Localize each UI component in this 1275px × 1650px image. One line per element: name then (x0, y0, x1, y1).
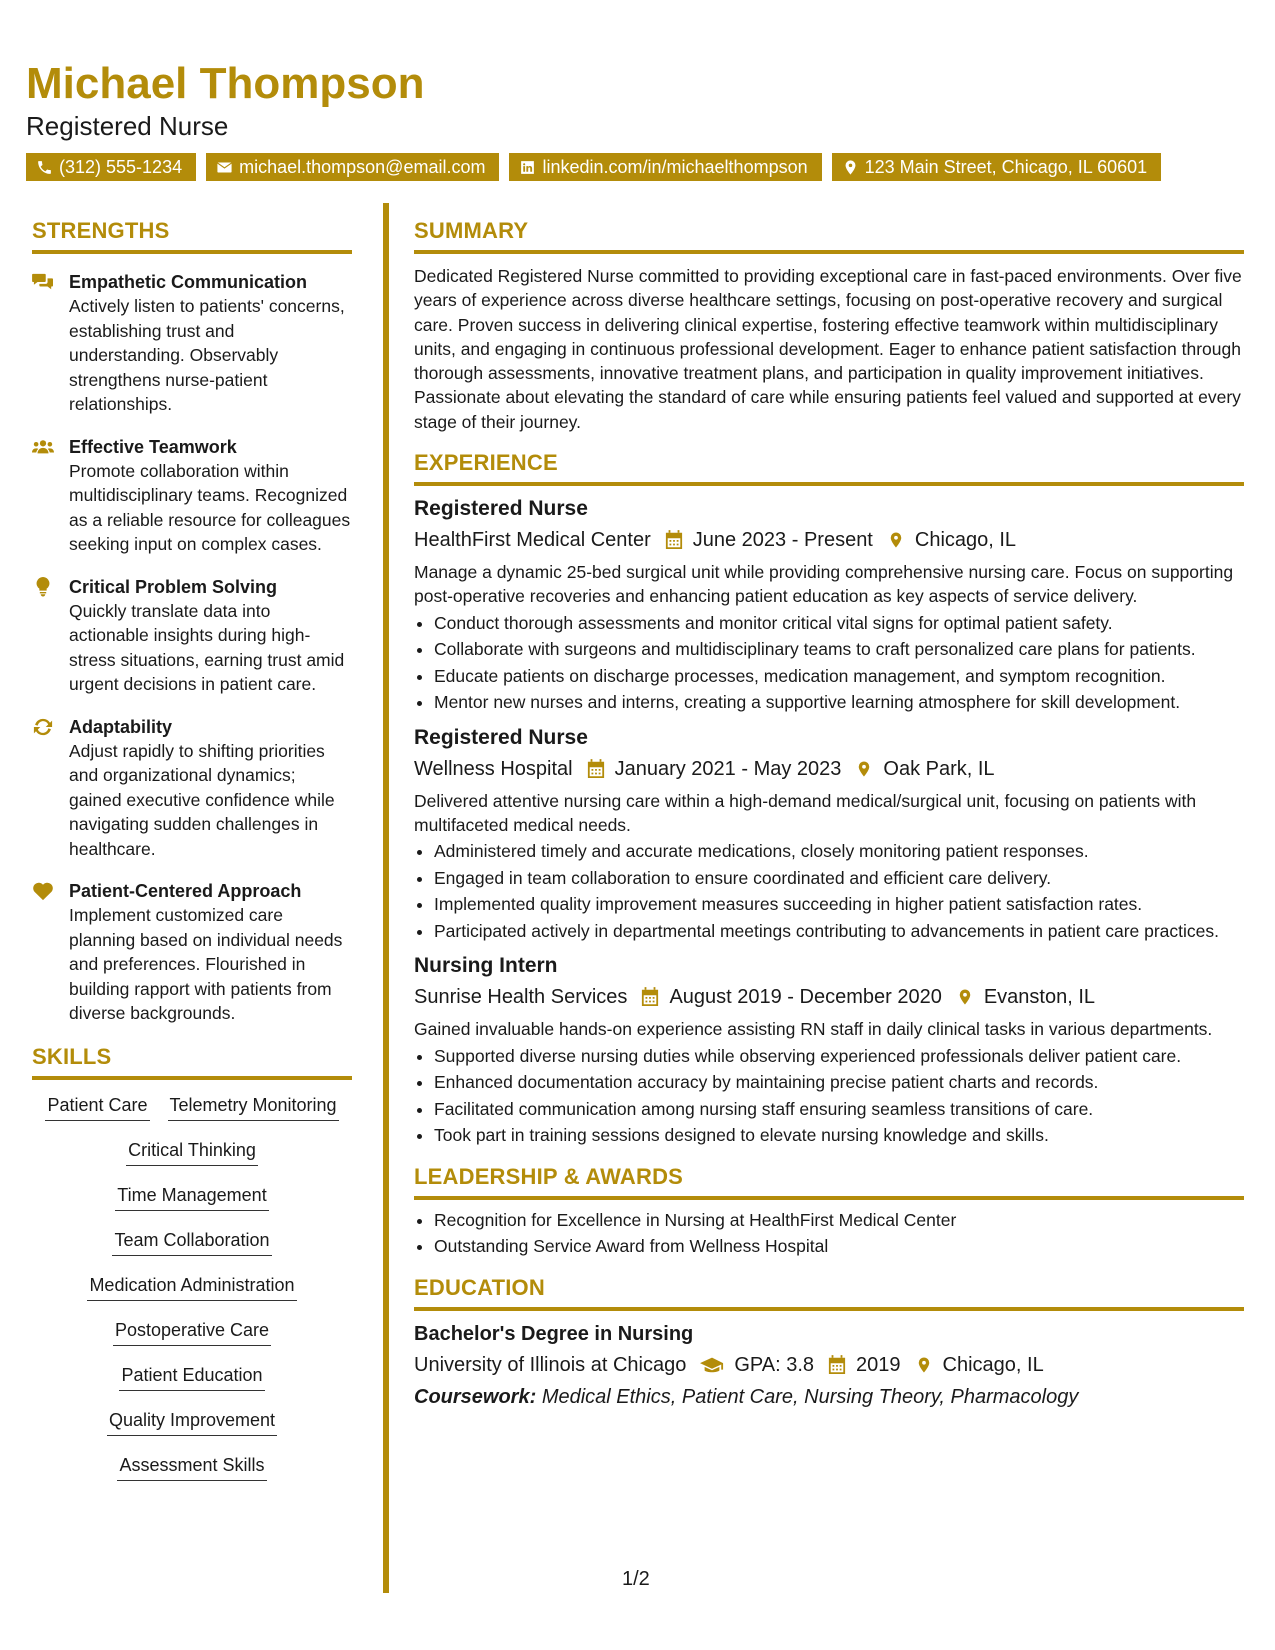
calendar-icon (665, 530, 683, 550)
job-description: Delivered attentive nursing care within a high-demand medical/surgical unit, focusing on patients with multifaceted medical needs. (414, 790, 1197, 835)
candidate-title: Registered Nurse (26, 111, 229, 141)
job-bullet: • Conduct thorough assessments and monitor critical vital signs for optimal patient safety. (434, 611, 1244, 636)
summary-heading: SUMMARY (414, 218, 1244, 254)
degree-title: Bachelor's Degree in Nursing (414, 1322, 694, 1345)
job-bullets (414, 611, 1244, 715)
job-meta (414, 755, 1244, 783)
candidate-name: Michael Thompson (26, 59, 425, 108)
skill-tag: Patient Care (45, 1092, 149, 1121)
job-bullet: • Administered timely and accurate medications, closely monitoring patient responses. (434, 839, 1244, 864)
people-group-icon (32, 437, 54, 457)
company-name: Wellness Hospital (414, 757, 573, 780)
experience-heading: EXPERIENCE (414, 450, 1244, 486)
calendar-icon (587, 759, 605, 779)
strength-desc: Implement customized care planning based on individual needs and preferences. Flourished in building rapport with patients from diverse backgrounds. (69, 905, 343, 1023)
skill-tag: Critical Thinking (126, 1137, 258, 1166)
job-title: Registered Nurse (414, 497, 588, 521)
job-meta (414, 526, 1244, 554)
company-name: Sunrise Health Services (414, 986, 628, 1009)
skill-tag: Quality Improvement (107, 1407, 277, 1436)
graduation-year: 2019 (856, 1353, 901, 1376)
map-pin-icon (855, 759, 873, 779)
strength-desc: Quickly translate data into actionable insights during high-stress situations, earning trust amid urgent decisions in patient care. (69, 600, 345, 694)
contact-phone[interactable] (26, 153, 196, 181)
coursework-list: Medical Ethics, Patient Care, Nursing Theory, Pharmacology (541, 1385, 1079, 1408)
job-location: Oak Park, IL (883, 757, 995, 780)
job-dates: June 2023 - Present (692, 529, 873, 552)
phone-icon (36, 159, 53, 176)
skill-tag: Assessment Skills (117, 1452, 266, 1481)
job-location: Evanston, IL (983, 986, 1096, 1009)
education-section (414, 1275, 1244, 1411)
strengths-heading: STRENGTHS (32, 218, 352, 254)
contact-linkedin[interactable] (509, 153, 821, 181)
skills-heading: SKILLS (32, 1044, 352, 1080)
job-bullet: • Enhanced documentation accuracy by maintaining precise patient charts and records. (434, 1070, 1244, 1095)
education-location: Chicago, IL (942, 1353, 1044, 1376)
strength-title: Empathetic Communication (69, 272, 308, 292)
skill-tag: Patient Education (119, 1362, 264, 1391)
strength-desc: Actively listen to patients' concerns, establishing trust and understanding. Observably strengthens nurse-patient relationships. (69, 296, 345, 414)
job-bullet: • Implemented quality improvement measures succeeding in higher patient satisfaction rates. (434, 892, 1244, 917)
strength-title: Adaptability (69, 716, 173, 737)
award-item: • Outstanding Service Award from Wellness Hospital (434, 1234, 1244, 1259)
linkedin-text: linkedin.com/in/michaelthompson (542, 157, 808, 177)
awards-list (414, 1208, 1244, 1259)
lightbulb-icon (32, 577, 54, 597)
phone-text: (312) 555-1234 (59, 157, 183, 177)
email-text: michael.thompson@email.com (239, 157, 486, 177)
job-dates: January 2021 - May 2023 (614, 757, 842, 780)
strength-title: Patient-Centered Approach (69, 881, 302, 901)
job-bullet: • Collaborate with surgeons and multidisciplinary teams to craft personalized care plans for patients. (434, 637, 1244, 662)
job-bullet: • Participated actively in departmental meetings contributing to advancements in patient care practices. (434, 919, 1244, 944)
strength-item (32, 435, 352, 557)
job-dates: August 2019 - December 2020 (669, 986, 942, 1009)
calendar-icon (828, 1355, 846, 1375)
job-bullets (414, 1044, 1244, 1148)
job-bullet: • Engaged in team collaboration to ensure coordinated and efficient care delivery. (434, 866, 1244, 891)
map-pin-icon (956, 987, 974, 1007)
right-column (414, 218, 1244, 1411)
sync-arrows-icon (32, 717, 54, 737)
column-divider (383, 203, 389, 1593)
job-description: Manage a dynamic 25-bed surgical unit while providing comprehensive nursing care. Focus on supporting post-operative recoveries and enhancing patient education as key aspects of service delivery. (414, 562, 1234, 607)
awards-heading: LEADERSHIP & AWARDS (414, 1164, 1244, 1200)
education-heading: EDUCATION (414, 1275, 1244, 1311)
map-pin-icon (842, 159, 859, 176)
school-name: University of Illinois at Chicago (414, 1353, 687, 1376)
map-pin-icon (915, 1355, 933, 1375)
gpa-text: GPA: 3.8 (734, 1353, 815, 1376)
linkedin-icon (519, 159, 536, 176)
job-meta (414, 983, 1244, 1011)
chat-bubbles-icon (32, 272, 54, 292)
job-bullet: • Educate patients on discharge processes, medication management, and symptom recognition. (434, 664, 1244, 689)
education-meta (414, 1351, 1244, 1379)
map-pin-icon (887, 530, 905, 550)
strength-item (32, 715, 352, 862)
strength-title: Critical Problem Solving (69, 576, 278, 597)
strength-item (32, 270, 352, 417)
contact-address[interactable] (832, 153, 1162, 181)
job-bullet: • Took part in training sessions designed to elevate nursing knowledge and skills. (434, 1123, 1244, 1148)
skill-tag: Telemetry Monitoring (168, 1092, 339, 1121)
strength-title: Effective Teamwork (69, 436, 237, 457)
skill-tag: Postoperative Care (113, 1317, 271, 1346)
company-name: HealthFirst Medical Center (414, 529, 651, 552)
job-bullet: • Facilitated communication among nursing staff ensuring seamless transitions of care. (434, 1097, 1244, 1122)
summary-text: Dedicated Registered Nurse committed to providing exceptional care in fast-paced environments. Over five years of experience across diverse healthcare settings, focusing on post-operative recovery and surgical care. Proven success in delivering clinical expertise, fostering effective teamwork within multidisciplinary units, and engaging in continuous professional development. Eager to enhance patient satisfaction through thorough assessments, innovative treatment plans, and participation in quality improvement initiatives. Passionate about elevating the standard of care while ensuring patients feel valued and supported at every stage of their journey. (414, 266, 1242, 432)
skills-list (32, 1092, 352, 1497)
award-item: • Recognition for Excellence in Nursing at HealthFirst Medical Center (434, 1208, 1244, 1233)
strength-desc: Adjust rapidly to shifting priorities and organizational dynamics; gained executive confidence while navigating sudden challenges in healthcare. (69, 740, 335, 859)
skill-tag: Team Collaboration (112, 1227, 271, 1256)
contact-email[interactable] (206, 153, 499, 181)
job-description: Gained invaluable hands-on experience assisting RN staff in daily clinical tasks in various departments. (414, 1019, 1213, 1040)
experience-section (414, 450, 1244, 1147)
envelope-icon (216, 159, 233, 176)
job-entry (414, 725, 1244, 944)
strength-item (32, 879, 352, 1026)
strength-desc: Promote collaboration within multidisciplinary teams. Recognized as a reliable resource for colleagues seeking input on complex cases. (69, 460, 351, 554)
graduation-cap-icon (700, 1355, 724, 1375)
strengths-list (32, 270, 352, 1026)
page-number: 1/2 (622, 1568, 650, 1590)
skill-tag: Medication Administration (87, 1272, 296, 1301)
contact-bar (26, 153, 1161, 181)
calendar-icon (641, 987, 659, 1007)
job-title: Nursing Intern (414, 954, 558, 978)
job-entry (414, 496, 1244, 715)
awards-section (414, 1164, 1244, 1259)
job-bullets (414, 839, 1244, 943)
job-bullet: • Supported diverse nursing duties while observing experienced professionals deliver patient care. (434, 1044, 1244, 1069)
coursework (414, 1383, 1244, 1411)
skill-tag: Time Management (115, 1182, 268, 1211)
heart-icon (32, 881, 54, 901)
job-bullet: • Mentor new nurses and interns, creating a supportive learning atmosphere for skill development. (434, 690, 1244, 715)
address-text: 123 Main Street, Chicago, IL 60601 (864, 157, 1148, 177)
coursework-label: Coursework: (414, 1385, 537, 1408)
job-entry (414, 953, 1244, 1147)
strength-item (32, 575, 352, 697)
left-column (32, 218, 352, 1497)
job-location: Chicago, IL (914, 529, 1017, 552)
job-title: Registered Nurse (414, 725, 588, 749)
